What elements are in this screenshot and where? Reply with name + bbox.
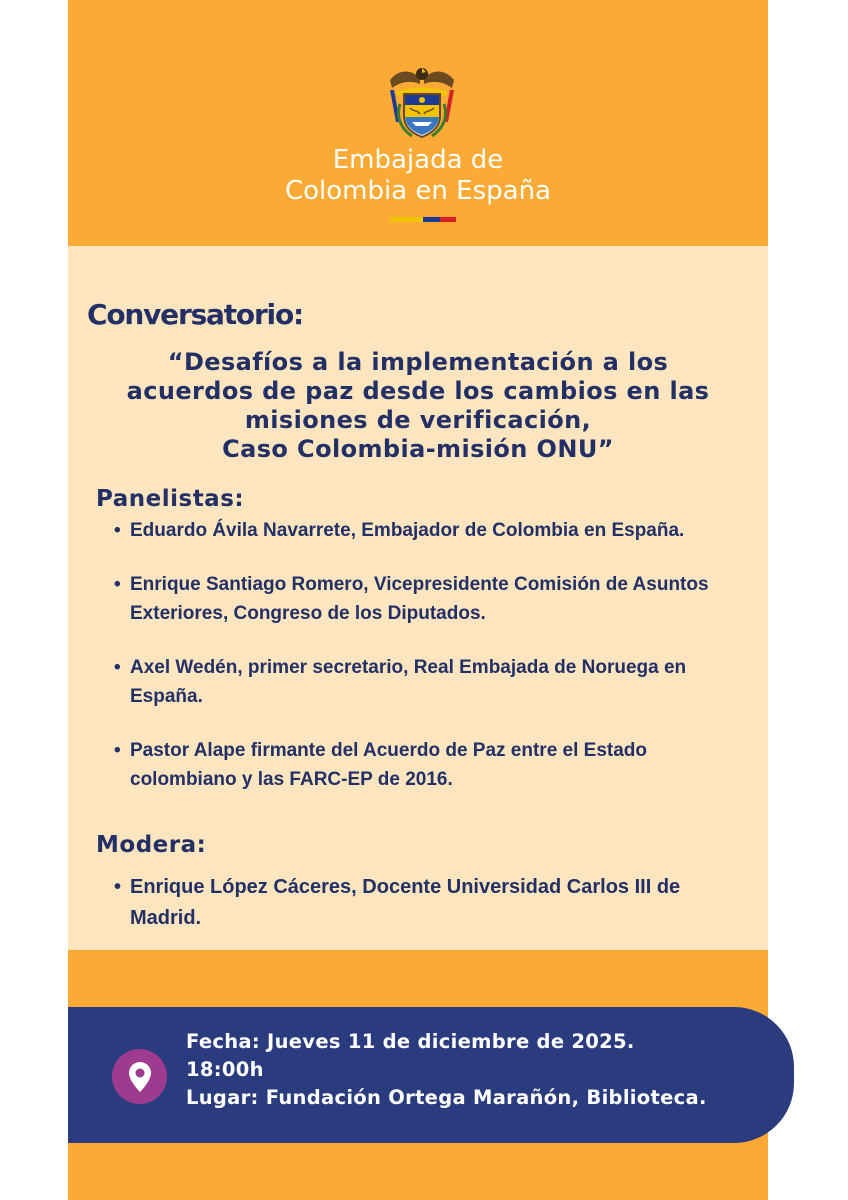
flag-stripe-red (440, 217, 456, 222)
colombia-coat-of-arms-icon (386, 64, 458, 140)
event-title-line: “Desafíos a la implementación a los (167, 348, 669, 376)
panelist-item: • Enrique Santiago Romero, Vicepresidente Comisión de Asuntos Exteriores, Congreso de los Diputados. (130, 570, 756, 628)
location-pin-icon (128, 1061, 152, 1093)
event-title (82, 348, 754, 464)
panelists-heading: Panelistas: (96, 486, 245, 512)
flag-stripe-yellow (390, 217, 423, 222)
event-date: Fecha: Jueves 11 de diciembre de 2025. (186, 1030, 635, 1053)
panelist-item: • Eduardo Ávila Navarrete, Embajador de Colombia en España. (130, 516, 756, 545)
flag-stripe-blue (423, 217, 440, 222)
event-title-line: Caso Colombia-misión ONU” (222, 435, 614, 463)
moderator-item: • Enrique López Cáceres, Docente Universidad Carlos III de Madrid. (130, 872, 756, 934)
embassy-name-line2: Colombia en España (284, 176, 551, 206)
event-poster (68, 0, 768, 1200)
colombia-flag-bar (390, 217, 456, 222)
poster-header (68, 0, 768, 246)
moderator-list (130, 872, 756, 934)
location-pin-badge (112, 1049, 167, 1104)
moderator-heading: Modera: (96, 832, 207, 858)
panelists-list (130, 516, 756, 819)
event-place: Lugar: Fundación Ortega Marañón, Biblioteca. (186, 1086, 707, 1109)
event-time: 18:00h (186, 1058, 264, 1081)
event-info-bar (68, 1007, 794, 1143)
event-details (68, 246, 768, 950)
event-info-text (186, 1028, 707, 1112)
panelist-item: • Pastor Alape firmante del Acuerdo de Paz entre el Estado colombiano y las FARC-EP de 2016. (130, 736, 756, 794)
embassy-name-line1: Embajada de (332, 145, 504, 175)
event-type-label: Conversatorio: (87, 298, 303, 331)
embassy-name (68, 145, 768, 207)
event-title-line: misiones de verificación, (244, 406, 592, 434)
panelist-item: • Axel Wedén, primer secretario, Real Embajada de Noruega en España. (130, 653, 756, 711)
event-title-line: acuerdos de paz desde los cambios en las (126, 377, 710, 405)
